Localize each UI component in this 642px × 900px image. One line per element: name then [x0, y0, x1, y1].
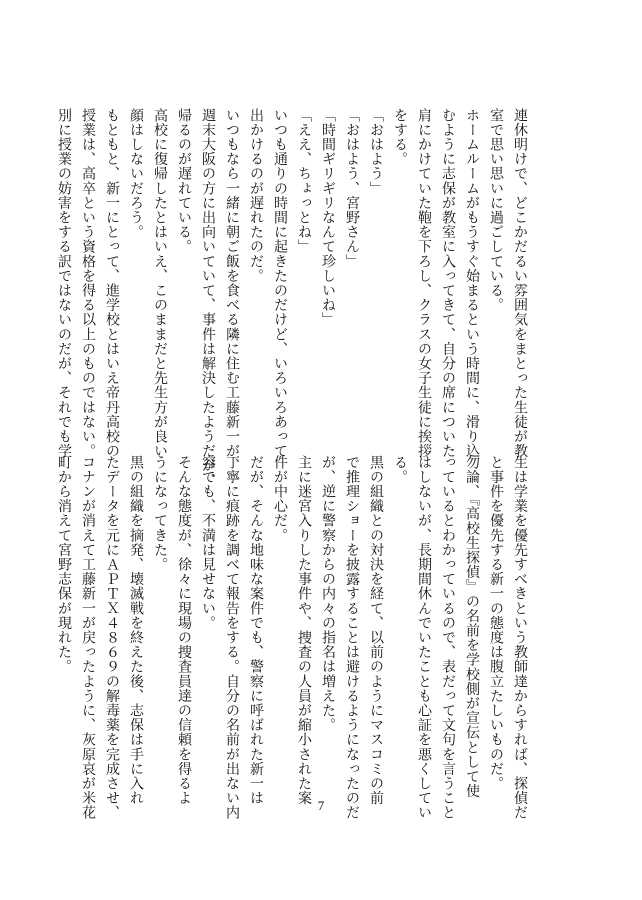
- text-line: むように志保が教室に入ってきて、自分の席についた: [440, 108, 456, 459]
- text-line: ホームルームがもうすぐ始まるという時間に、滑り込: [464, 108, 480, 459]
- text-line: 件が中心だ。: [272, 455, 288, 543]
- text-line: 「ええ、ちょっとね」: [296, 108, 312, 254]
- text-line: もともと、新一にとって、進学校とはいえ帝丹高校の: [104, 108, 120, 459]
- text-line: 「時間ギリギリなんて珍しいね」: [320, 108, 336, 327]
- text-line: たデータを元にＡＰＴＸ４８６９の解毒薬を完成させ、: [104, 455, 120, 820]
- text-line: 室で思い思いに過ごしている。: [488, 108, 504, 313]
- text-line: そんな態度が、徐々に現場の捜査員達の信頼を得るよ: [176, 455, 192, 806]
- text-line: が、逆に警察からの内々の指名は増えた。: [320, 455, 336, 733]
- text-line: いつも通りの時間に起きたのだけど、いろいろあって: [272, 108, 288, 459]
- text-line: だが、そんな地味な案件でも、警察に呼ばれた新一は: [248, 455, 264, 806]
- text-line: で推理ショーを披露することは避けるようになったのだ: [344, 455, 360, 820]
- text-line: 主に迷宮入りした事件や、捜査の人員が縮小された案: [296, 455, 312, 806]
- text-line: 授業は、高卒という資格を得る以上のものではない。: [80, 108, 96, 459]
- text-line: 帰るのが遅れている。: [176, 108, 192, 254]
- text-line: 高校に復帰したとはいえ、このままだと先生方が良い: [152, 108, 168, 459]
- text-line: 生は学業を優先すべきという教師達からすれば、探偵だ: [512, 455, 528, 820]
- text-line: 肩にかけていた鞄を下ろし、クラスの女子生徒に挨拶: [416, 108, 432, 459]
- text-line: 「おはよう」: [368, 108, 384, 196]
- text-line: 出かけるのが遅れたのだ。: [248, 108, 264, 284]
- text-line: 丁寧に痕跡を調べて報告をする。自分の名前が出ない内: [224, 455, 240, 820]
- text-block-bottom: [56, 455, 532, 820]
- text-line: をする。: [392, 108, 408, 167]
- text-line: うになってきた。: [152, 455, 168, 572]
- text-line: 週末大阪の方に出向いていて、事件は解決したようだが、: [200, 108, 216, 488]
- text-line: っているとわかっているので、表だって文句を言うこと: [440, 455, 456, 820]
- text-line: 容でも、不満は見せない。: [200, 455, 216, 631]
- text-line: コナンが消えて工藤新一が戻ったように、灰原哀が米花: [80, 455, 96, 820]
- text-line: と事件を優先する新一の態度は腹立たしいものだ。: [488, 455, 504, 791]
- text-line: 連休明けで、どこかだるい雰囲気をまとった生徒が教: [512, 108, 528, 459]
- text-line: 黒の組織との対決を経て、以前のようにマスコミの前: [368, 455, 384, 806]
- text-line: 顔はしないだろう。: [128, 108, 144, 240]
- text-line: 別に授業の妨害をする訳ではないのだが、それでも学: [56, 108, 72, 459]
- text-block-top: [56, 108, 532, 488]
- text-line: る。: [392, 455, 408, 485]
- text-line: はしないが、長期間休んでいたことも心証を悪くしてい: [416, 455, 432, 820]
- text-line: 町から消えて宮野志保が現れた。: [56, 455, 72, 674]
- text-line: 「おはよう、宮野さん」: [344, 108, 360, 269]
- text-line: いつもなら一緒に朝ご飯を食べる隣に住む工藤新一が、: [224, 108, 240, 473]
- text-line: 黒の組織を摘発、壊滅戦を終えた後、志保は手に入れ: [128, 455, 144, 806]
- text-line: 勿論、『高校生探偵』の名前を学校側が宣伝として使: [464, 455, 480, 799]
- page-number: 7: [317, 798, 325, 813]
